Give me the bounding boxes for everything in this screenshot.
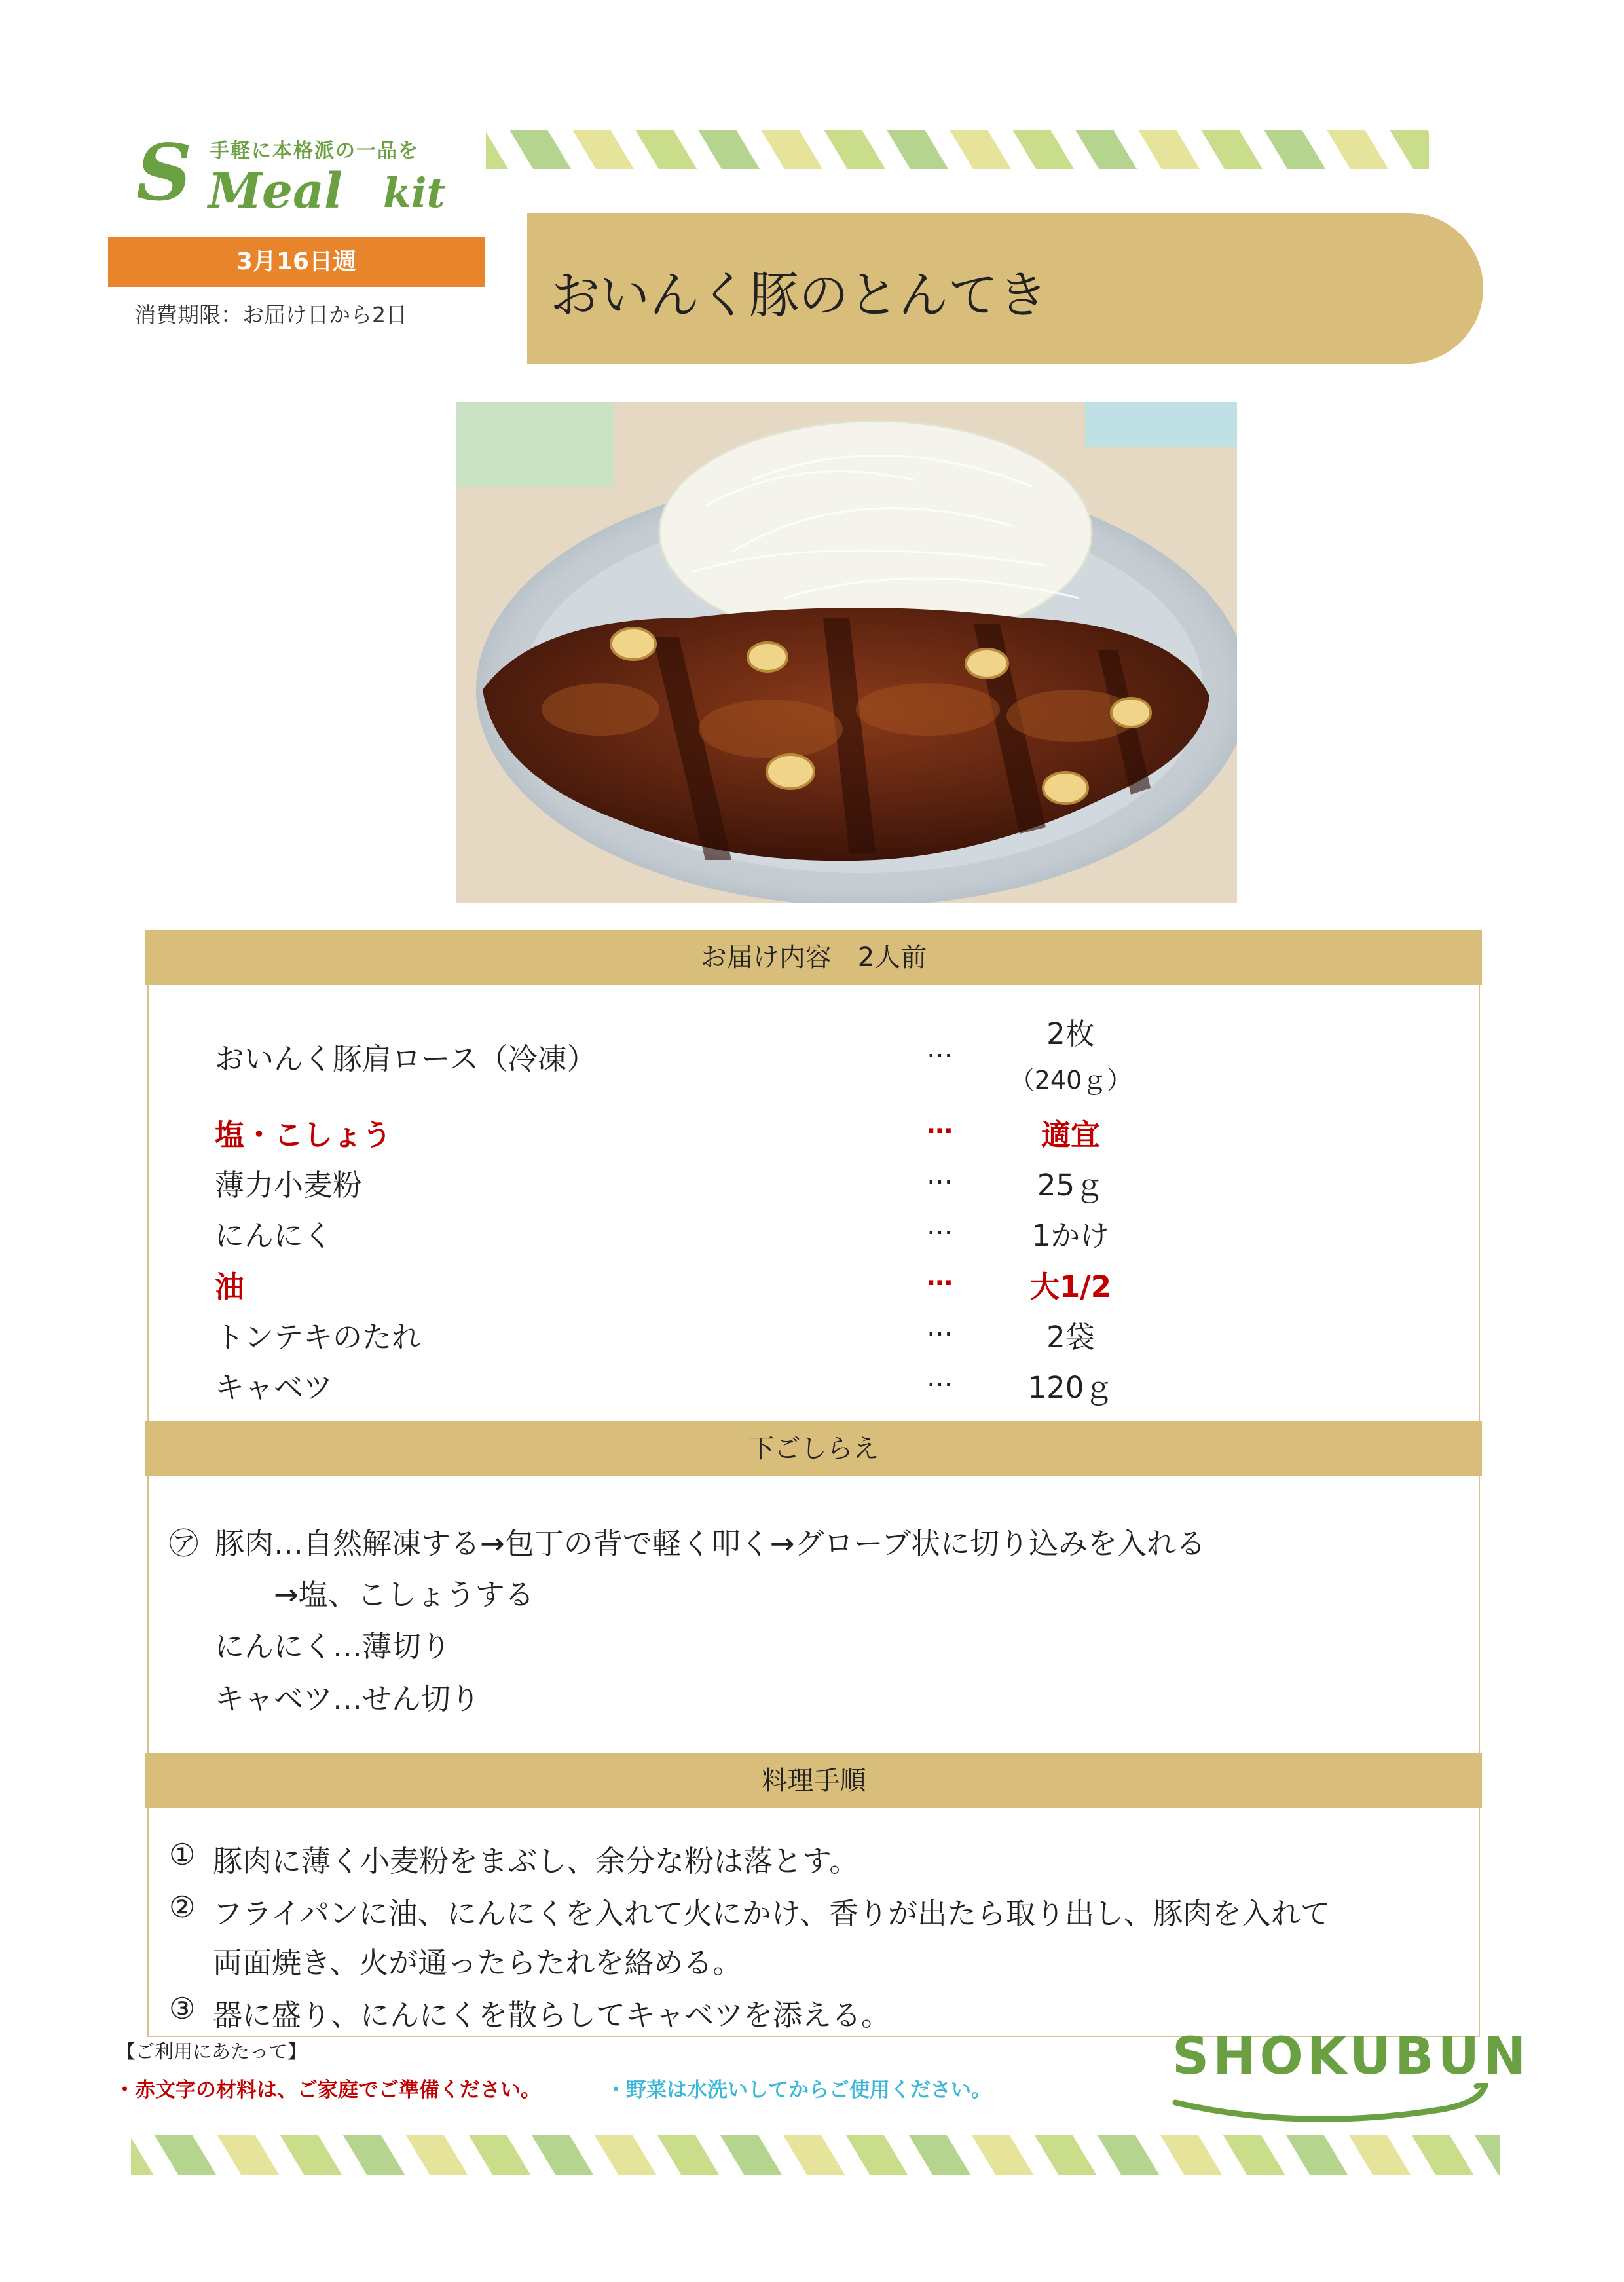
- bottom-stripe-band: [131, 2135, 1500, 2175]
- prep-line: にんにく…薄切り: [215, 1629, 451, 1664]
- prep-line: 豚肉…自然解凍する→包丁の背で軽く叩く→グローブ状に切り込みを入れる: [215, 1526, 1206, 1561]
- week-badge: 3月16日週: [108, 237, 485, 287]
- stripe: [595, 2135, 656, 2175]
- stripe: [783, 2135, 845, 2175]
- stripe: [720, 2135, 782, 2175]
- prep-line: →塩、こしょうする: [274, 1577, 534, 1612]
- ingredient-dots: …: [927, 1312, 953, 1342]
- stripe: [1264, 130, 1325, 169]
- stripe: [1390, 130, 1429, 169]
- step-text: 器に盛り、にんにくを散らしてキャベツを添える。: [213, 1998, 891, 2032]
- stripe: [887, 130, 948, 169]
- stripe: [1475, 2135, 1500, 2175]
- stripe: [155, 2135, 216, 2175]
- prep-marker: ㋐: [169, 1526, 199, 1561]
- stripe: [1160, 2135, 1222, 2175]
- stripe: [217, 2135, 279, 2175]
- ingredient-dots: …: [927, 1262, 953, 1292]
- stripe: [657, 2135, 719, 2175]
- stripe: [909, 2135, 970, 2175]
- ingredients-heading: お届け内容 2人前: [145, 930, 1482, 985]
- stripe: [343, 2135, 405, 2175]
- ingredient-qty: 25ｇ: [1037, 1168, 1105, 1203]
- stripe: [1412, 2135, 1473, 2175]
- note-blue-text: ・野菜は水洗いしてからご使用ください。: [606, 2078, 991, 2102]
- step-text: 両面焼き、火が通ったらたれを絡める。: [213, 1945, 743, 1980]
- ingredient-name: にんにく: [215, 1218, 333, 1253]
- ingredient-qty: 2枚: [1046, 1017, 1095, 1051]
- logo-meal: Meal: [208, 163, 343, 219]
- stripe: [280, 2135, 342, 2175]
- ingredient-dots: …: [927, 1362, 953, 1393]
- stripe: [972, 2135, 1033, 2175]
- stripe: [1138, 130, 1200, 169]
- ingredient-qty: 大1/2: [1029, 1269, 1112, 1304]
- ingredient-qty: 2袋: [1046, 1320, 1095, 1355]
- ingredient-name: トンテキのたれ: [215, 1320, 422, 1355]
- ingredient-qty-sub: （240ｇ）: [1009, 1066, 1132, 1094]
- brand-swoosh-icon: [1169, 2083, 1496, 2131]
- stripe: [1035, 2135, 1096, 2175]
- notes-heading: 【ご利用にあたって】: [117, 2040, 307, 2063]
- ingredient-qty: 適宜: [1041, 1117, 1100, 1152]
- ingredient-name: 塩・こしょう: [215, 1117, 392, 1152]
- stripe: [572, 130, 634, 169]
- stripe: [635, 130, 697, 169]
- ingredient-qty: 120ｇ: [1027, 1370, 1114, 1405]
- stripe: [761, 130, 822, 169]
- prep-line: キャベツ…せん切り: [215, 1681, 481, 1716]
- stripe: [486, 130, 508, 169]
- stripe: [131, 2135, 153, 2175]
- stripe: [1223, 2135, 1285, 2175]
- stripe: [1075, 130, 1137, 169]
- brand-logo: SHOKUBUN: [1172, 2027, 1530, 2086]
- stripe: [1286, 2135, 1348, 2175]
- stripe: [509, 130, 571, 169]
- ingredient-name: 油: [215, 1269, 245, 1304]
- stripe: [1201, 130, 1263, 169]
- step-number: ②: [169, 1890, 196, 1924]
- stripe: [406, 2135, 468, 2175]
- step-text: 豚肉に薄く小麦粉をまぶし、余分な粉は落とす。: [213, 1844, 859, 1879]
- stripe: [1349, 2135, 1411, 2175]
- ingredient-qty: 1かけ: [1031, 1218, 1110, 1253]
- ingredient-name: キャベツ: [215, 1370, 333, 1405]
- steps-heading: 料理手順: [145, 1753, 1482, 1808]
- stripe: [950, 130, 1011, 169]
- top-stripe-band: [486, 130, 1429, 169]
- ingredient-name: おいんく豚肩ロース（冷凍）: [215, 1041, 597, 1076]
- ingredient-dots: …: [927, 1160, 953, 1190]
- stripe: [1327, 130, 1388, 169]
- prep-heading: 下ごしらえ: [145, 1421, 1482, 1476]
- stripe: [1012, 130, 1074, 169]
- tonteki-dish-photo: [456, 402, 1237, 903]
- expiry-text: 消費期限：お届け日から2日: [134, 302, 407, 327]
- ingredient-dots: …: [927, 1110, 953, 1140]
- logo-letter-s: S: [136, 127, 193, 218]
- ingredient-dots: …: [927, 1210, 953, 1241]
- note-red-text: ・赤文字の材料は、ご家庭でご準備ください。: [115, 2078, 541, 2102]
- stripe: [846, 2135, 908, 2175]
- stripe: [469, 2135, 530, 2175]
- logo-kit: kit: [383, 169, 446, 217]
- stripe: [824, 130, 885, 169]
- stripe: [1098, 2135, 1159, 2175]
- step-number: ①: [169, 1837, 196, 1872]
- stripe: [698, 130, 760, 169]
- step-text: フライパンに油、にんにくを入れて火にかけ、香りが出たら取り出し、豚肉を入れて: [213, 1896, 1330, 1931]
- step-number: ③: [169, 1991, 196, 2026]
- ingredient-name: 薄力小麦粉: [215, 1168, 363, 1203]
- stripe: [532, 2135, 593, 2175]
- page-title: おいんく豚のとんてき: [550, 266, 1048, 324]
- logo-tagline: 手軽に本格派の一品を: [210, 140, 419, 162]
- ingredient-dots: …: [927, 1034, 953, 1064]
